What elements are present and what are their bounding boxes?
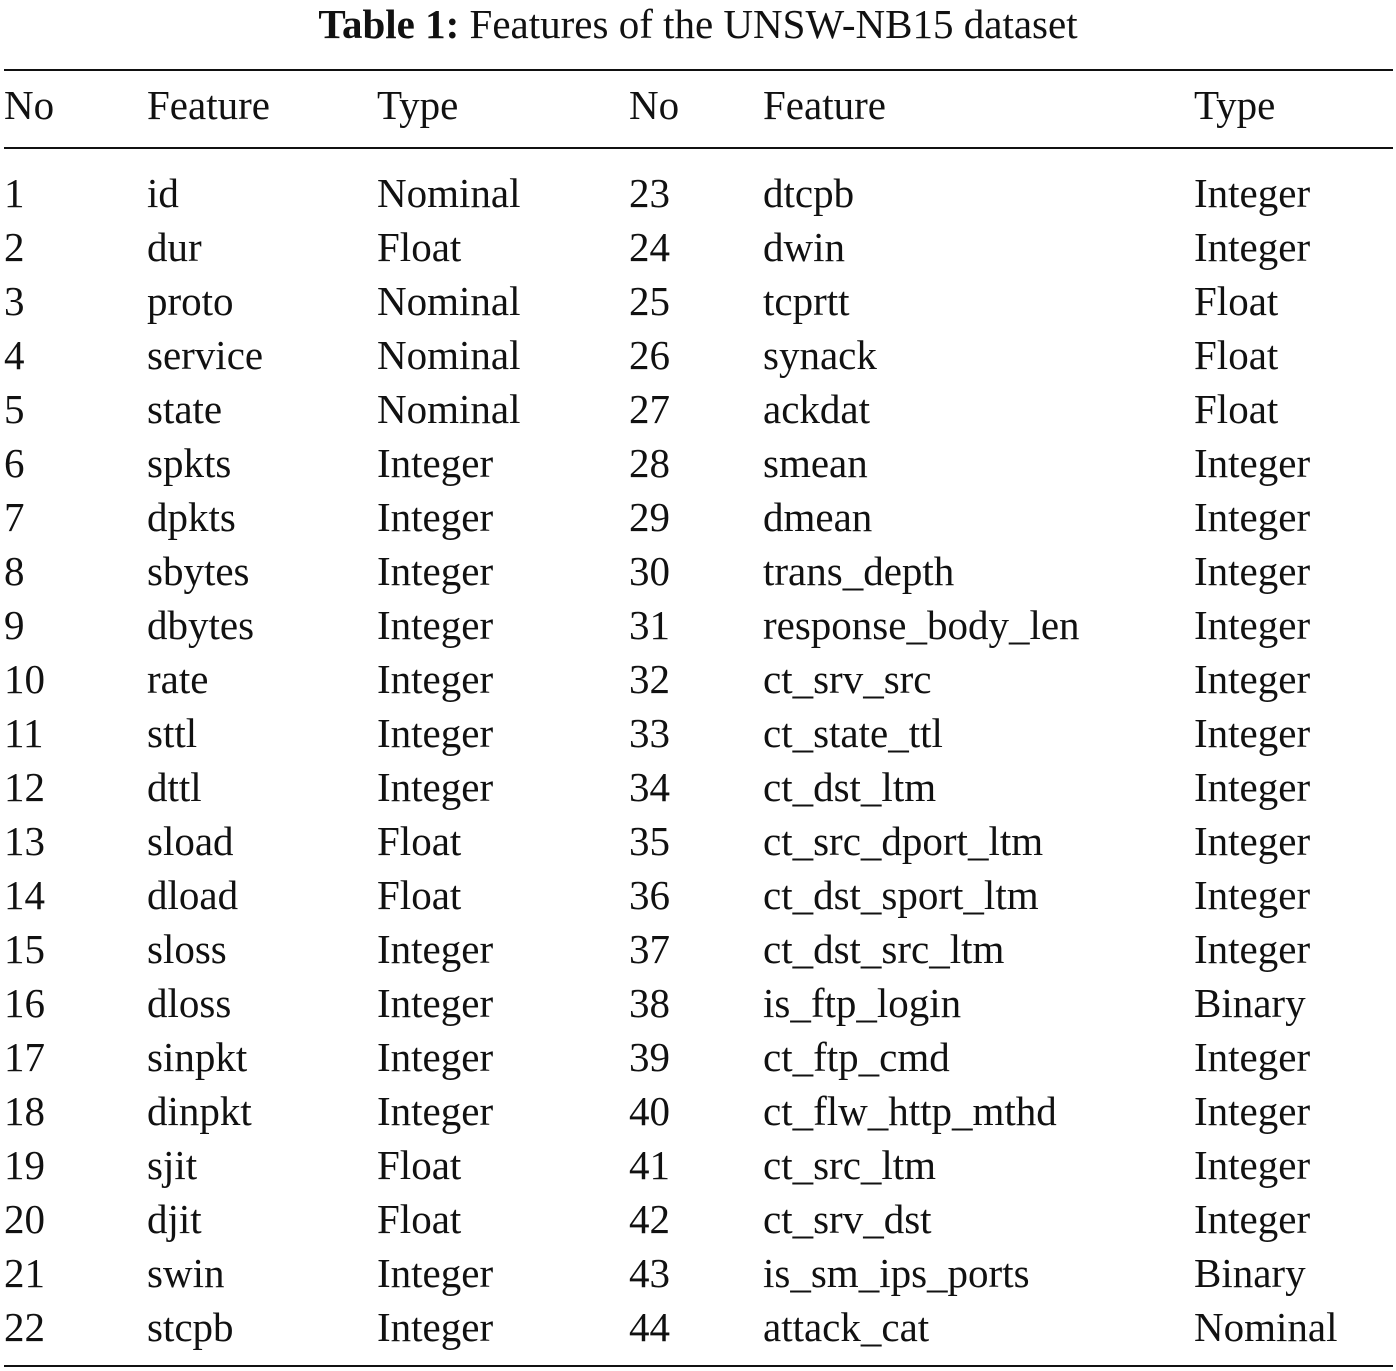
cell-feature-right: ct_src_ltm [763,1142,937,1188]
cell-feature-right: dwin [763,224,845,270]
cell-no-left: 15 [4,926,45,972]
column-header-no-left: No [4,82,55,128]
cell-type-left: Integer [377,764,494,810]
cell-no-right: 39 [629,1034,670,1080]
table-row [0,274,1396,328]
cell-feature-left: sjit [147,1142,198,1188]
cell-no-right: 31 [629,602,670,648]
cell-feature-left: dbytes [147,602,255,648]
cell-no-left: 5 [4,386,25,432]
table-row [0,1084,1396,1138]
cell-feature-right: ct_srv_src [763,656,932,702]
cell-feature-left: sload [147,818,234,864]
cell-feature-left: sttl [147,710,198,756]
cell-type-right: Binary [1194,980,1306,1026]
cell-feature-right: dtcpb [763,170,855,216]
table-row [0,652,1396,706]
table-bottom-rule [4,1365,1393,1367]
cell-no-right: 25 [629,278,670,324]
cell-feature-right: smean [763,440,868,486]
cell-feature-left: swin [147,1250,225,1296]
cell-type-right: Integer [1194,1088,1311,1134]
cell-no-left: 3 [4,278,25,324]
cell-no-right: 32 [629,656,670,702]
table-row [0,814,1396,868]
cell-type-right: Integer [1194,656,1311,702]
cell-no-right: 42 [629,1196,670,1242]
table-row [0,706,1396,760]
cell-feature-left: sloss [147,926,227,972]
cell-type-right: Integer [1194,1034,1311,1080]
table-row [0,976,1396,1030]
cell-feature-right: ct_ftp_cmd [763,1034,950,1080]
cell-no-left: 16 [4,980,45,1026]
cell-feature-left: service [147,332,264,378]
cell-no-right: 40 [629,1088,670,1134]
table-caption-text: Features of the UNSW-NB15 dataset [469,1,1078,47]
cell-no-left: 11 [4,710,44,756]
cell-feature-left: sinpkt [147,1034,248,1080]
cell-type-left: Float [377,872,462,918]
cell-feature-left: rate [147,656,209,702]
cell-type-right: Integer [1194,926,1311,972]
cell-no-right: 35 [629,818,670,864]
cell-feature-left: dur [147,224,202,270]
cell-type-right: Nominal [1194,1304,1338,1350]
cell-type-left: Integer [377,548,494,594]
table-row [0,166,1396,220]
table-row [0,760,1396,814]
cell-feature-right: trans_depth [763,548,955,594]
cell-no-left: 9 [4,602,25,648]
table-body [0,166,1396,1356]
cell-type-right: Binary [1194,1250,1306,1296]
cell-type-right: Float [1194,332,1279,378]
cell-no-left: 18 [4,1088,45,1134]
column-header-feature-right: Feature [763,82,886,128]
cell-type-right: Integer [1194,440,1311,486]
table-row [0,598,1396,652]
cell-type-left: Nominal [377,278,521,324]
table-row [0,1246,1396,1300]
cell-type-left: Integer [377,656,494,702]
cell-feature-right: ct_state_ttl [763,710,943,756]
table-row [0,1192,1396,1246]
cell-no-right: 41 [629,1142,670,1188]
cell-type-left: Integer [377,440,494,486]
cell-type-right: Float [1194,386,1279,432]
cell-feature-right: synack [763,332,877,378]
table-row [0,328,1396,382]
cell-feature-right: ackdat [763,386,870,432]
cell-no-right: 30 [629,548,670,594]
cell-type-right: Integer [1194,548,1311,594]
cell-feature-left: dload [147,872,239,918]
cell-feature-right: ct_dst_src_ltm [763,926,1005,972]
cell-no-left: 7 [4,494,25,540]
table-row [0,382,1396,436]
cell-type-right: Integer [1194,710,1311,756]
cell-feature-left: stcpb [147,1304,234,1350]
cell-no-left: 21 [4,1250,45,1296]
cell-type-left: Float [377,818,462,864]
cell-feature-left: state [147,386,223,432]
cell-no-right: 27 [629,386,670,432]
cell-no-right: 44 [629,1304,670,1350]
cell-feature-left: dloss [147,980,232,1026]
cell-feature-right: attack_cat [763,1304,930,1350]
cell-type-left: Integer [377,494,494,540]
cell-feature-left: dpkts [147,494,236,540]
cell-no-left: 2 [4,224,25,270]
table-row [0,922,1396,976]
cell-feature-left: sbytes [147,548,250,594]
cell-feature-right: tcprtt [763,278,850,324]
cell-feature-left: dinpkt [147,1088,252,1134]
table-row [0,1030,1396,1084]
table-row [0,436,1396,490]
column-header-type-right: Type [1194,82,1276,128]
cell-feature-right: response_body_len [763,602,1080,648]
cell-type-right: Float [1194,278,1279,324]
cell-type-left: Integer [377,1250,494,1296]
cell-no-left: 12 [4,764,45,810]
cell-no-right: 28 [629,440,670,486]
cell-type-right: Integer [1194,494,1311,540]
cell-type-left: Integer [377,710,494,756]
cell-type-right: Integer [1194,170,1311,216]
column-header-type-left: Type [377,82,459,128]
cell-no-left: 14 [4,872,45,918]
cell-type-right: Integer [1194,1196,1311,1242]
cell-feature-left: spkts [147,440,232,486]
cell-no-left: 8 [4,548,25,594]
cell-no-left: 19 [4,1142,45,1188]
cell-type-right: Integer [1194,764,1311,810]
table-header-row [0,78,1396,132]
cell-type-left: Integer [377,1304,494,1350]
cell-feature-right: is_ftp_login [763,980,962,1026]
table-row [0,868,1396,922]
cell-feature-left: proto [147,278,234,324]
cell-no-left: 1 [4,170,25,216]
cell-no-left: 4 [4,332,25,378]
cell-feature-right: ct_dst_sport_ltm [763,872,1039,918]
table-top-rule [4,69,1393,71]
cell-type-left: Float [377,1196,462,1242]
cell-no-right: 33 [629,710,670,756]
cell-no-right: 43 [629,1250,670,1296]
cell-no-left: 13 [4,818,45,864]
cell-type-left: Nominal [377,332,521,378]
cell-no-right: 24 [629,224,670,270]
cell-feature-right: ct_flw_http_mthd [763,1088,1057,1134]
table-row [0,220,1396,274]
cell-no-left: 10 [4,656,45,702]
cell-feature-left: id [147,170,179,216]
cell-feature-right: dmean [763,494,873,540]
cell-no-right: 36 [629,872,670,918]
cell-type-left: Nominal [377,386,521,432]
cell-type-right: Integer [1194,1142,1311,1188]
cell-type-left: Integer [377,980,494,1026]
cell-feature-left: djit [147,1196,202,1242]
cell-type-right: Integer [1194,872,1311,918]
cell-feature-right: ct_srv_dst [763,1196,932,1242]
cell-type-left: Integer [377,1088,494,1134]
cell-no-right: 23 [629,170,670,216]
cell-no-right: 37 [629,926,670,972]
table-header-rule [4,147,1393,149]
table-row [0,1300,1396,1354]
cell-type-right: Integer [1194,224,1311,270]
cell-type-left: Nominal [377,170,521,216]
table-caption [0,0,1396,48]
cell-type-left: Integer [377,1034,494,1080]
cell-no-left: 20 [4,1196,45,1242]
cell-type-left: Integer [377,926,494,972]
cell-no-right: 38 [629,980,670,1026]
cell-feature-right: is_sm_ips_ports [763,1250,1030,1296]
cell-type-left: Float [377,224,462,270]
table-caption-label: Table 1: [318,1,460,47]
cell-type-right: Integer [1194,818,1311,864]
cell-no-right: 26 [629,332,670,378]
cell-feature-right: ct_dst_ltm [763,764,937,810]
cell-no-left: 22 [4,1304,45,1350]
cell-no-right: 29 [629,494,670,540]
column-header-no-right: No [629,82,680,128]
cell-no-right: 34 [629,764,670,810]
cell-feature-left: dttl [147,764,202,810]
cell-type-left: Integer [377,602,494,648]
cell-no-left: 17 [4,1034,45,1080]
cell-no-left: 6 [4,440,25,486]
table-row [0,490,1396,544]
cell-type-right: Integer [1194,602,1311,648]
cell-type-left: Float [377,1142,462,1188]
column-header-feature-left: Feature [147,82,270,128]
table-row [0,544,1396,598]
cell-feature-right: ct_src_dport_ltm [763,818,1044,864]
table-row [0,1138,1396,1192]
